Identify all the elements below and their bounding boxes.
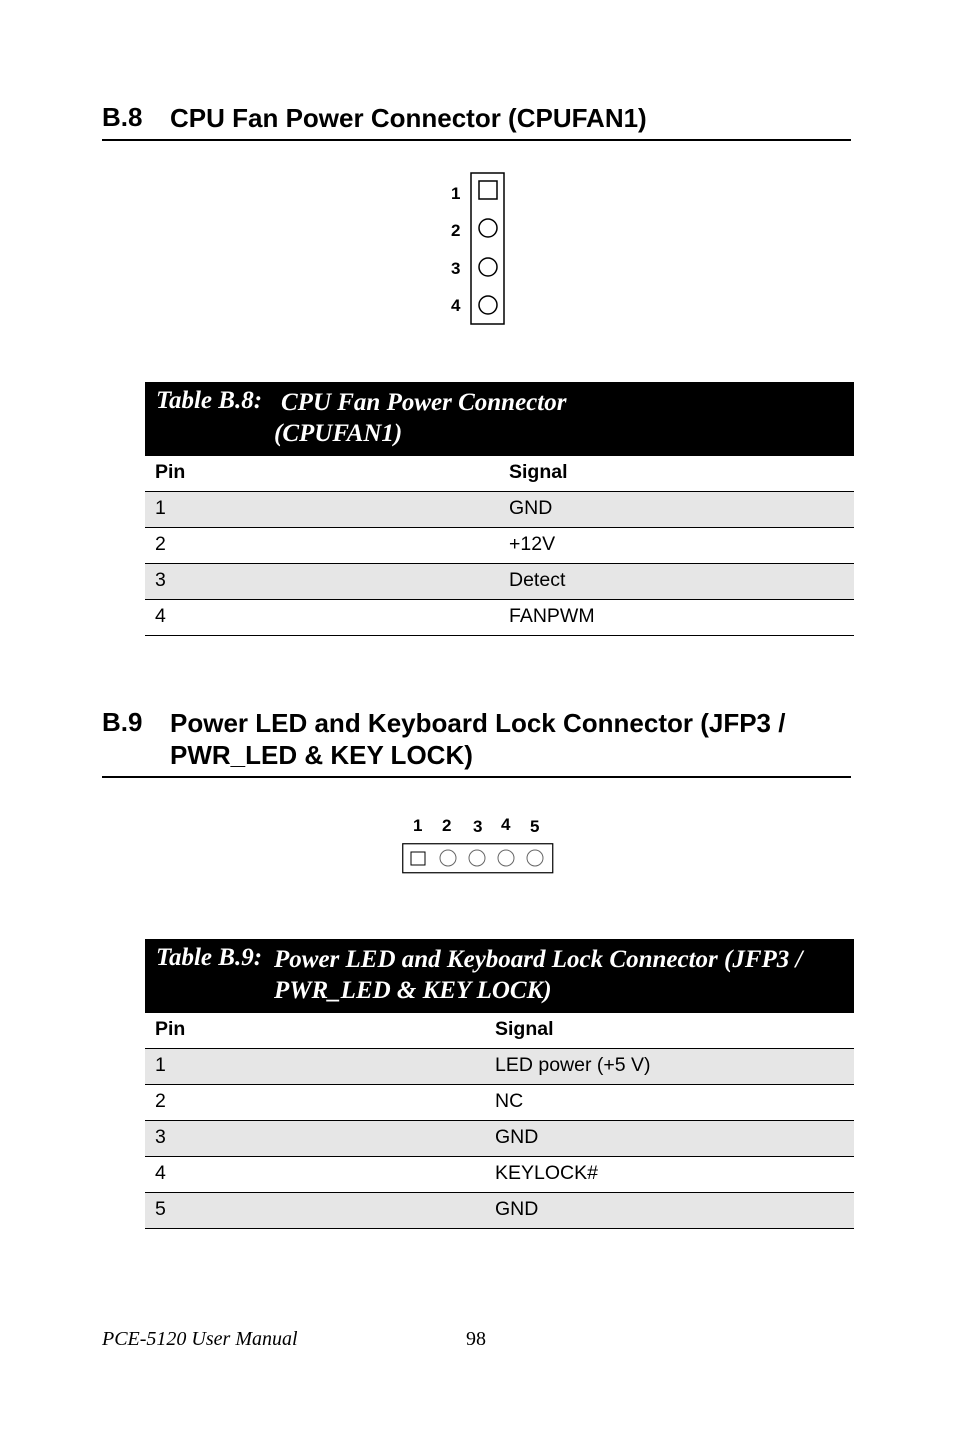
signal-cell: GND [495, 1198, 539, 1220]
section-title: CPU Fan Power Connector (CPUFAN1) [170, 103, 647, 133]
signal-cell: FANPWM [509, 605, 595, 627]
pin-cell: 2 [155, 1090, 166, 1112]
pin-cell: 4 [155, 1162, 166, 1184]
caption-line-1: Power LED and Keyboard Lock Connector (JFP3 / [274, 946, 803, 973]
footer-page-number: 98 [466, 1328, 486, 1350]
signal-cell: +12V [509, 533, 556, 555]
signal-cell: GND [495, 1126, 539, 1148]
pin-4-circle [479, 296, 497, 314]
footer-manual-name: PCE-5120 User Manual [102, 1328, 298, 1350]
pin-cell: 3 [155, 1126, 166, 1148]
pin-2-circle [479, 219, 497, 237]
connector-outline [402, 843, 554, 875]
table-row [145, 600, 854, 636]
signal-cell: LED power (+5 V) [495, 1054, 651, 1076]
section-title-line-1: Power LED and Keyboard Lock Connector (JFP3 / [170, 708, 786, 738]
table-b9 [145, 1013, 854, 1229]
pin-2-circle [440, 850, 456, 866]
section-heading-b9 [102, 705, 851, 778]
signal-cell: NC [495, 1090, 524, 1112]
pin-3-circle [469, 850, 485, 866]
pin-label-3: 3 [473, 817, 483, 836]
pin-5-circle [527, 850, 543, 866]
pin-label-1: 1 [413, 816, 423, 835]
section-number: B.8 [102, 102, 143, 132]
pin-label-3: 3 [451, 259, 461, 278]
pin-label-2: 2 [451, 221, 461, 240]
header-signal: Signal [509, 461, 568, 483]
pin-label-2: 2 [442, 816, 452, 835]
pin-cell: 1 [155, 497, 166, 519]
table-row [145, 1085, 854, 1121]
pin-1-square [411, 852, 425, 865]
table-row [145, 1049, 854, 1085]
table-header-row [145, 1013, 854, 1049]
header-pin: Pin [155, 461, 186, 483]
signal-cell: Detect [509, 569, 566, 591]
pin-label-4: 4 [501, 815, 511, 834]
caption-prefix: Table B.8: [156, 387, 263, 414]
table-b9-caption [145, 939, 854, 1013]
signal-cell: KEYLOCK# [495, 1162, 598, 1184]
table-row [145, 492, 854, 528]
section-heading-b8 [102, 100, 851, 141]
pin-cell: 5 [155, 1198, 166, 1220]
table-row [145, 564, 854, 600]
pin-label-5: 5 [530, 817, 540, 836]
pin-label-4: 4 [451, 296, 461, 315]
table-b8-caption [145, 382, 854, 456]
pin-3-circle [479, 258, 497, 276]
table-row [145, 1193, 854, 1229]
pin-1-square [479, 181, 497, 199]
header-pin: Pin [155, 1018, 186, 1040]
caption-prefix: Table B.9: [156, 944, 263, 971]
table-b8 [145, 456, 854, 636]
table-header-row [145, 456, 854, 492]
section-number: B.9 [102, 707, 143, 737]
table-row [145, 1157, 854, 1193]
caption-line-2: PWR_LED & KEY LOCK) [274, 977, 552, 1004]
pin-label-1: 1 [451, 184, 461, 203]
table-row [145, 528, 854, 564]
caption-line-1: CPU Fan Power Connector [281, 389, 567, 416]
connector-outline [470, 172, 506, 326]
pin-cell: 4 [155, 605, 166, 627]
caption-line-2: (CPUFAN1) [274, 420, 403, 447]
pin-4-circle [498, 850, 514, 866]
pin-cell: 3 [155, 569, 166, 591]
header-signal: Signal [495, 1018, 554, 1040]
section-title-line-2: PWR_LED & KEY LOCK) [170, 740, 473, 770]
table-row [145, 1121, 854, 1157]
pin-cell: 1 [155, 1054, 166, 1076]
signal-cell: GND [509, 497, 553, 519]
pin-cell: 2 [155, 533, 166, 555]
